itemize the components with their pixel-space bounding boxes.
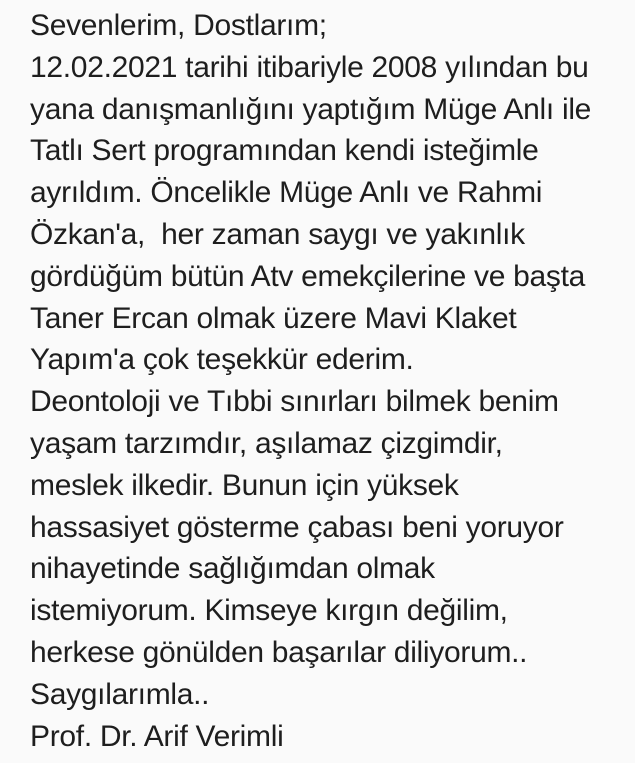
text-line: hassasiyet gösterme çabası beni yoruyor [30,510,564,544]
text-line: ayrıldım. Öncelikle Müge Anlı ve Rahmi [30,176,543,210]
text-line: 12.02.2021 tarihi itibariyle 2008 yılından bu [30,50,589,84]
salutation-line: Sevenlerim, Dostlarım; [30,9,327,42]
text-line: herkese gönülden başarılar diliyorum.. [30,635,528,669]
text-line: Deontoloji ve Tıbbi sınırları bilmek benim [30,385,559,419]
text-line: yaşam tarzımdır, aşılamaz çizgimdir, [30,426,503,460]
closing-line: Saygılarımla.. [30,677,210,711]
signature-line: Prof. Dr. Arif Verimli [30,719,284,753]
text-line: gördüğüm bütün Atv emekçilerine ve başta [30,259,585,293]
text-line: nihayetinde sağlığımdan olmak [30,552,435,586]
text-line: Yapım'a çok teşekkür ederim. [30,343,414,377]
text-line: Taner Ercan olmak üzere Mavi Klaket [30,301,517,335]
text-line: Tatlı Sert programından kendi isteğimle [30,134,539,168]
text-line: Özkan'a, her zaman saygı ve yakınlık [30,217,525,251]
text-line: meslek ilkedir. Bunun için yüksek [30,468,459,502]
text-line: istemiyorum. Kimseye kırgın değilim, [30,594,508,628]
text-line: yana danışmanlığını yaptığım Müge Anlı ile [30,92,592,126]
